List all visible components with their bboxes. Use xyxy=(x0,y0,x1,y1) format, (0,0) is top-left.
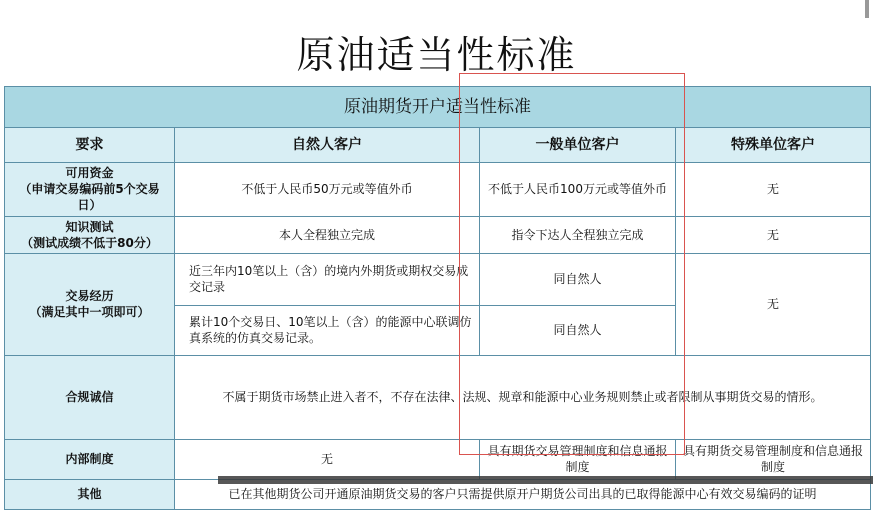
suitability-table xyxy=(4,86,871,510)
table-row xyxy=(5,216,871,253)
cell-special: 无 xyxy=(676,216,871,253)
row-label-compliance: 合规诚信 xyxy=(5,355,175,439)
row-label-funds xyxy=(5,163,175,217)
header-general-entity: 一般单位客户 xyxy=(480,128,676,163)
row-label-other: 其他 xyxy=(5,479,175,509)
cell-general: 同自然人 xyxy=(480,253,676,305)
table-banner-row xyxy=(5,87,871,128)
page-title: 原油适当性标准 xyxy=(296,33,577,77)
table-row xyxy=(5,355,871,439)
table-row xyxy=(5,253,871,305)
row-label-knowledge xyxy=(5,216,175,253)
row-label-main: 知识测试 xyxy=(65,219,114,234)
cell-natural: 近三年内10笔以上（含）的境内外期货或期权交易成交记录 xyxy=(175,253,480,305)
cell-general: 同自然人 xyxy=(480,305,676,355)
cell-other: 已在其他期货公司开通原油期货交易的客户只需提供原开户期货公司出具的已取得能源中心有效交易编码的证明 xyxy=(175,479,871,509)
row-label-experience xyxy=(5,253,175,355)
row-label-internal: 内部制度 xyxy=(5,439,175,479)
cell-general: 具有期货交易管理制度和信息通报制度 xyxy=(480,439,676,479)
table-banner: 原油期货开户适当性标准 xyxy=(5,87,871,128)
cell-compliance: 不属于期货市场禁止进入者不，不存在法律、法规、规章和能源中心业务规则禁止或者限制从事期货交易的情形。 xyxy=(175,355,871,439)
row-label-sub: （测试成绩不低于80分） xyxy=(21,235,158,250)
header-requirement: 要求 xyxy=(5,128,175,163)
row-label-main: 可用资金 xyxy=(65,166,114,180)
cell-natural: 无 xyxy=(175,439,480,479)
header-natural-person: 自然人客户 xyxy=(175,128,480,163)
scrollbar-thumb[interactable] xyxy=(865,0,869,18)
bottom-overlay-bar xyxy=(218,476,873,484)
cell-special: 无 xyxy=(676,163,871,217)
table-row xyxy=(5,163,871,217)
row-label-sub: （满足其中一项即可） xyxy=(29,305,150,320)
table-header-row xyxy=(5,128,871,163)
cell-natural: 累计10个交易日、10笔以上（含）的能源中心联调仿真系统的仿真交易记录。 xyxy=(175,305,480,355)
cell-special: 无 xyxy=(676,253,871,355)
cell-natural: 不低于人民币50万元或等值外币 xyxy=(175,163,480,217)
row-label-sub: （申请交易编码前5个交易日） xyxy=(19,182,160,213)
cell-special: 具有期货交易管理制度和信息通报制度 xyxy=(676,439,871,479)
table-row xyxy=(5,439,871,479)
cell-general: 指令下达人全程独立完成 xyxy=(480,216,676,253)
row-label-main: 交易经历 xyxy=(65,289,114,304)
cell-natural: 本人全程独立完成 xyxy=(175,216,480,253)
cell-general: 不低于人民币100万元或等值外币 xyxy=(480,163,676,217)
header-special-entity: 特殊单位客户 xyxy=(676,128,871,163)
